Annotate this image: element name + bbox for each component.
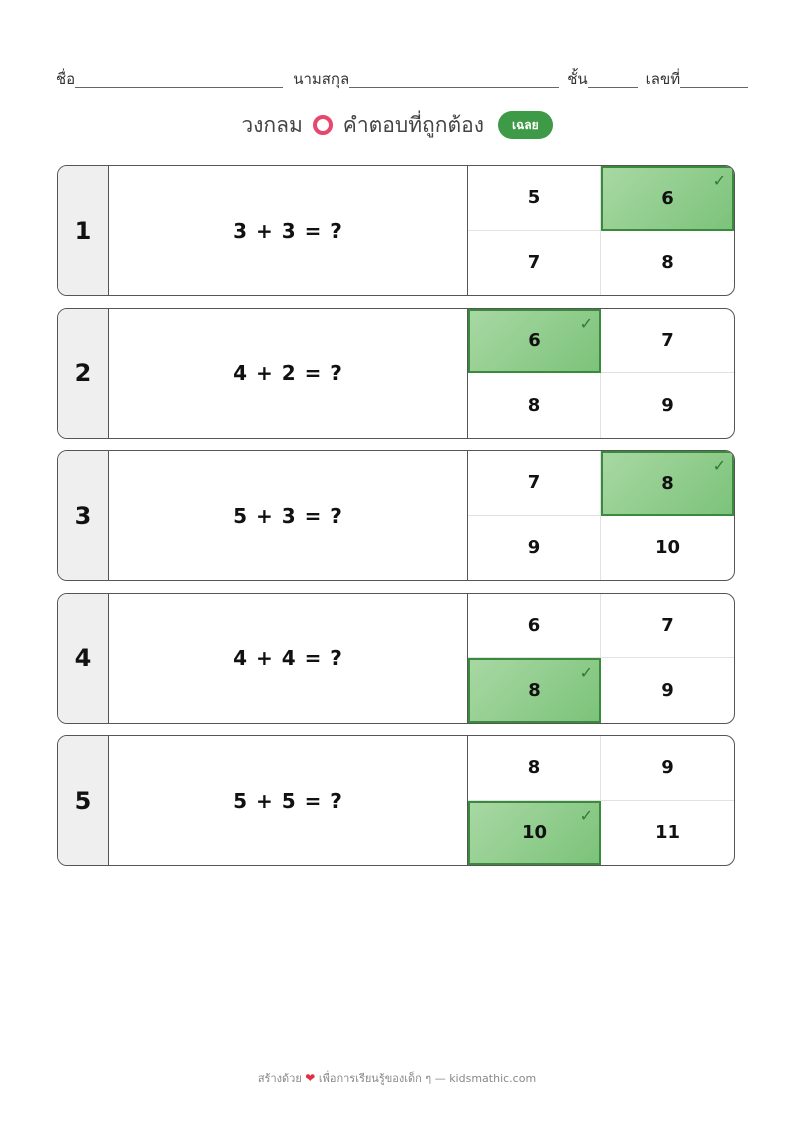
question-row bbox=[57, 735, 735, 866]
answer-choice-correct[interactable] bbox=[601, 451, 734, 516]
answer-choices bbox=[468, 594, 734, 723]
surname-label: นามสกุล bbox=[293, 70, 350, 88]
check-icon: ✓ bbox=[579, 313, 593, 333]
answer-choice-label: 8 bbox=[527, 757, 541, 779]
name-field[interactable] bbox=[75, 70, 283, 88]
answer-choice[interactable] bbox=[601, 373, 734, 438]
answer-choice-label: 8 bbox=[527, 394, 541, 416]
answer-choice-label: 9 bbox=[527, 537, 541, 559]
student-info-line bbox=[56, 64, 748, 88]
answer-choice-label: 6 bbox=[528, 330, 541, 352]
number-field[interactable] bbox=[680, 70, 748, 88]
answer-choice[interactable] bbox=[468, 231, 601, 296]
question-number: 4 bbox=[58, 594, 109, 723]
answer-choice[interactable] bbox=[468, 516, 601, 581]
check-icon: ✓ bbox=[579, 805, 593, 825]
instruction-title bbox=[0, 108, 794, 142]
question-number: 1 bbox=[58, 166, 109, 295]
answer-choices bbox=[468, 309, 734, 438]
answer-choice[interactable] bbox=[468, 594, 601, 659]
answer-choice-correct[interactable] bbox=[468, 309, 601, 374]
answer-choice-label: 6 bbox=[527, 614, 541, 636]
check-icon: ✓ bbox=[712, 171, 726, 190]
answer-choice-label: 9 bbox=[661, 757, 674, 779]
answer-choice-label: 7 bbox=[661, 614, 674, 636]
answer-choice-label: 8 bbox=[661, 252, 674, 274]
answer-choices bbox=[468, 736, 734, 865]
answer-choice-label: 7 bbox=[527, 252, 541, 274]
question-number: 2 bbox=[58, 309, 109, 438]
instruction-text-after: คำตอบที่ถูกต้อง bbox=[342, 112, 484, 137]
answer-key-badge: เฉลย bbox=[498, 111, 553, 139]
question-row bbox=[57, 593, 735, 724]
answer-choice[interactable] bbox=[468, 373, 601, 438]
class-field[interactable] bbox=[588, 70, 638, 88]
answer-choice[interactable] bbox=[601, 309, 734, 374]
answer-choice-correct[interactable] bbox=[601, 166, 734, 231]
answer-choice-label: 5 bbox=[527, 187, 541, 209]
answer-choice-label: 9 bbox=[661, 679, 674, 701]
answer-choice[interactable] bbox=[601, 658, 734, 723]
answer-choice[interactable] bbox=[601, 594, 734, 659]
answer-choice[interactable] bbox=[468, 451, 601, 516]
question-expression: 5 + 5 = ? bbox=[109, 736, 468, 865]
answer-choice[interactable] bbox=[468, 736, 601, 801]
question-expression: 4 + 2 = ? bbox=[109, 309, 468, 438]
question-row bbox=[57, 450, 735, 581]
answer-choice-correct[interactable] bbox=[468, 658, 601, 723]
answer-choice[interactable] bbox=[601, 231, 734, 296]
question-row bbox=[57, 165, 735, 296]
footer-text-before: สร้างด้วย bbox=[257, 1072, 302, 1085]
answer-choice-label: 6 bbox=[661, 187, 674, 209]
footer bbox=[0, 1069, 794, 1087]
question-number: 3 bbox=[58, 451, 109, 580]
surname-field[interactable] bbox=[349, 70, 559, 88]
answer-choice-correct[interactable] bbox=[468, 801, 601, 866]
answer-choice-label: 8 bbox=[661, 472, 674, 494]
answer-choices bbox=[468, 451, 734, 580]
answer-choice[interactable] bbox=[601, 516, 734, 581]
question-expression: 5 + 3 = ? bbox=[109, 451, 468, 580]
answer-choices bbox=[468, 166, 734, 295]
answer-choice-label: 11 bbox=[654, 822, 681, 844]
question-row bbox=[57, 308, 735, 439]
answer-choice-label: 7 bbox=[527, 472, 541, 494]
answer-choice-label: 8 bbox=[528, 679, 541, 701]
question-expression: 3 + 3 = ? bbox=[109, 166, 468, 295]
answer-choice-label: 10 bbox=[521, 822, 548, 844]
question-number: 5 bbox=[58, 736, 109, 865]
answer-choice-label: 7 bbox=[661, 329, 674, 351]
footer-text-after: เพื่อการเรียนรู้ของเด็ก ๆ — kidsmathic.com bbox=[318, 1072, 537, 1085]
check-icon: ✓ bbox=[712, 456, 726, 475]
instruction-text-before: วงกลม bbox=[241, 112, 303, 137]
class-label: ชั้น bbox=[567, 70, 588, 88]
question-expression: 4 + 4 = ? bbox=[109, 594, 468, 723]
name-label: ชื่อ bbox=[56, 70, 76, 88]
circle-icon bbox=[313, 115, 333, 135]
heart-icon: ❤ bbox=[305, 1071, 316, 1085]
answer-choice[interactable] bbox=[601, 736, 734, 801]
number-label: เลขที่ bbox=[645, 70, 681, 88]
answer-choice-label: 10 bbox=[654, 537, 681, 559]
answer-choice-label: 9 bbox=[661, 394, 674, 416]
check-icon: ✓ bbox=[579, 663, 593, 682]
answer-choice[interactable] bbox=[601, 801, 734, 866]
answer-choice[interactable] bbox=[468, 166, 601, 231]
